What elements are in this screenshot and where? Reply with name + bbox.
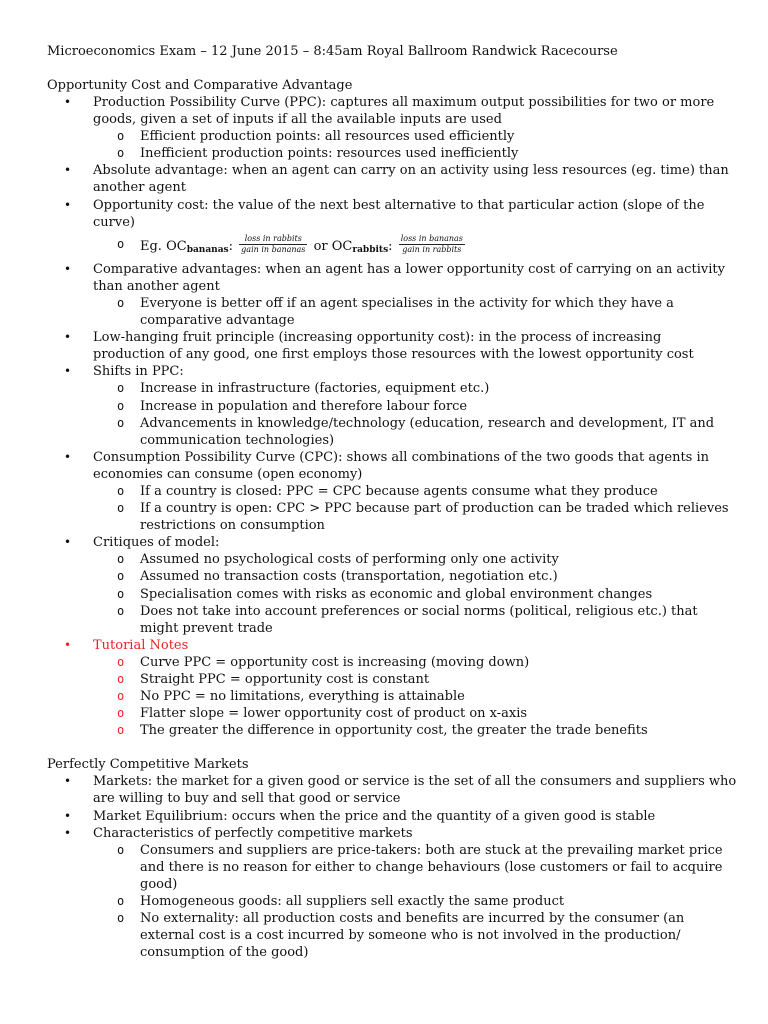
document-page bbox=[47, 43, 737, 961]
list-item: • Critiques of model: bbox=[64, 535, 220, 551]
list-item: o The greater the difference in opportunity cost, the greater the trade benefits bbox=[117, 723, 648, 739]
sub-bullet-icon: o bbox=[117, 236, 125, 251]
list-item: o If a country is open: CPC > PPC because part of production can be traded which relieves restrictions on consumption bbox=[117, 501, 729, 534]
sub-bullet-icon: o bbox=[117, 483, 125, 498]
sub-bullet-icon: o bbox=[117, 689, 125, 704]
list-item: • Shifts in PPC: bbox=[64, 364, 184, 380]
list-item: o Increase in population and therefore labour force bbox=[117, 398, 468, 414]
list-item: o Inefficient production points: resources used inefficiently bbox=[117, 146, 519, 162]
sub-bullet-icon: o bbox=[117, 723, 125, 738]
sub-bullet-icon: o bbox=[117, 381, 125, 396]
list-item: o Specialisation comes with risks as economic and global environment changes bbox=[117, 586, 653, 602]
bullet-icon: • bbox=[64, 364, 72, 379]
sub-bullet-icon: o bbox=[117, 706, 125, 721]
document-title: Microeconomics Exam – 12 June 2015 – 8:45am Royal Ballroom Randwick Racecourse bbox=[47, 44, 618, 59]
list-item: • Production Possibility Curve (PPC): captures all maximum output possibilities for two or more goods, given a set of inputs if all the available inputs are used bbox=[64, 95, 715, 128]
list-item: • Opportunity cost: the value of the next best alternative to that particular action (slope of the curve) bbox=[64, 197, 705, 230]
list-item: o Curve PPC = opportunity cost is increasing (moving down) bbox=[117, 654, 530, 670]
list-item: o Advancements in knowledge/technology (education, research and development, IT and communication technologies) bbox=[117, 415, 715, 448]
list-item: o No externality: all production costs and benefits are incurred by the consumer (an external cost is a cost incurred by someone who is not involved in the production/ consumption of the good) bbox=[117, 911, 685, 961]
bullet-icon: • bbox=[64, 535, 72, 550]
fraction-bananas: $\frac{\text{loss in rabbits}}{\text{gain in bananas}}$ bbox=[241, 233, 306, 254]
sub-bullet-icon: o bbox=[117, 501, 125, 516]
bullet-icon: • bbox=[64, 197, 72, 212]
list-item: • Consumption Possibility Curve (CPC): shows all combinations of the two goods that agents in economies can consume (open economy) bbox=[64, 449, 710, 482]
list-item: o Assumed no psychological costs of performing only one activity bbox=[117, 552, 559, 568]
bullet-icon: • bbox=[64, 637, 72, 652]
list-item: o Homogeneous goods: all suppliers sell exactly the same product bbox=[117, 894, 565, 910]
section-heading-competitive-markets: Perfectly Competitive Markets bbox=[47, 757, 249, 773]
opportunity-cost-formula: o Eg. OCbananas: $\frac{\text{loss in rabbits}}{\text{gain in bananas}}$ or OCrabbits: $\frac{\text{loss in bananas}}{\text{gain in rabbits}}$ bbox=[117, 233, 463, 255]
list-item: • Low-hanging fruit principle (increasing opportunity cost): in the process of increasing production of any good, one first employs those resources with the lowest opportunity cost bbox=[64, 330, 694, 363]
list-item: o If a country is closed: PPC = CPC because agents consume what they produce bbox=[117, 483, 658, 499]
bullet-icon: • bbox=[64, 261, 72, 276]
bullet-icon: • bbox=[64, 330, 72, 345]
list-item: o Assumed no transaction costs (transportation, negotiation etc.) bbox=[117, 569, 558, 585]
list-item: • Absolute advantage: when an agent can carry on an activity using less resources (eg. time) than another agent bbox=[64, 163, 729, 196]
sub-bullet-icon: o bbox=[117, 146, 125, 161]
sub-bullet-icon: o bbox=[117, 415, 125, 430]
list-item: • Comparative advantages: when an agent has a lower opportunity cost of carrying on an activity than another agent bbox=[64, 261, 725, 294]
list-item: o Efficient production points: all resources used efficiently bbox=[117, 129, 515, 145]
bullet-icon: • bbox=[64, 449, 72, 464]
sub-bullet-icon: o bbox=[117, 552, 125, 567]
fraction-rabbits: $\frac{\text{loss in bananas}}{\text{gain in rabbits}}$ bbox=[400, 233, 463, 254]
sub-bullet-icon: o bbox=[117, 894, 125, 909]
bullet-icon: • bbox=[64, 163, 72, 178]
list-item: o Flatter slope = lower opportunity cost of product on x-axis bbox=[117, 706, 528, 722]
list-item: o Everyone is better off if an agent specialises in the activity for which they have a comparative advantage bbox=[117, 295, 674, 329]
bullet-icon: • bbox=[64, 774, 72, 789]
opportunity-cost-list bbox=[47, 94, 737, 739]
list-item: o Consumers and suppliers are price-takers: both are stuck at the prevailing market price and there is no reason for either to change behaviours (lose customers or fail to acquire good) bbox=[117, 842, 723, 892]
sub-bullet-icon: o bbox=[117, 842, 125, 857]
list-item: o No PPC = no limitations, everything is attainable bbox=[117, 689, 465, 705]
sub-bullet-icon: o bbox=[117, 586, 125, 601]
sub-bullet-icon: o bbox=[117, 295, 125, 310]
bullet-icon: • bbox=[64, 95, 72, 109]
bullet-icon: • bbox=[64, 825, 72, 840]
sub-bullet-icon: o bbox=[117, 398, 125, 413]
list-item: • Markets: the market for a given good or service is the set of all the consumers and suppliers who are willing to buy and sell that good or service bbox=[64, 774, 737, 807]
sub-bullet-icon: o bbox=[117, 911, 125, 926]
list-item: o Straight PPC = opportunity cost is constant bbox=[117, 672, 430, 687]
sub-bullet-icon: o bbox=[117, 603, 125, 618]
sub-bullet-icon: o bbox=[117, 569, 125, 584]
sub-bullet-icon: o bbox=[117, 129, 125, 144]
list-item: o Does not take into account preferences or social norms (political, religious etc.) that might prevent trade bbox=[117, 603, 698, 636]
list-item: • Characteristics of perfectly competitive markets bbox=[64, 825, 413, 841]
tutorial-notes-heading: • Tutorial Notes bbox=[64, 637, 189, 653]
bullet-icon: • bbox=[64, 808, 72, 823]
competitive-markets-list bbox=[47, 773, 737, 961]
list-item: o Increase in infrastructure (factories, equipment etc.) bbox=[117, 381, 490, 397]
sub-bullet-icon: o bbox=[117, 654, 125, 669]
section-heading-opportunity-cost: Opportunity Cost and Comparative Advantage bbox=[47, 78, 353, 93]
list-item: • Market Equilibrium: occurs when the price and the quantity of a given good is stable bbox=[64, 808, 656, 824]
sub-bullet-icon: o bbox=[117, 672, 125, 686]
